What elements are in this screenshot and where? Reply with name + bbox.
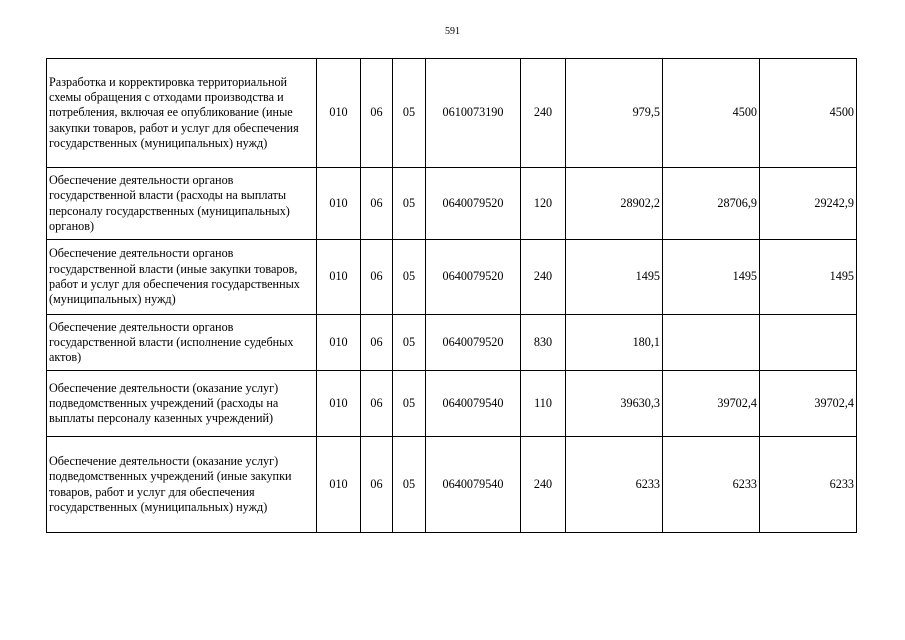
subsection-code: 05 [393, 371, 426, 437]
subsection-code: 05 [393, 437, 426, 533]
subsection-code: 05 [393, 168, 426, 240]
amount-year-2: 4500 [663, 59, 760, 168]
section-code: 06 [361, 437, 393, 533]
ved-code: 010 [317, 437, 361, 533]
amount-year-1: 1495 [566, 240, 663, 315]
table-row [47, 59, 857, 168]
table-row [47, 315, 857, 371]
ved-code: 010 [317, 371, 361, 437]
target-article-code: 0640079540 [426, 437, 521, 533]
table-row [47, 168, 857, 240]
ved-code: 010 [317, 168, 361, 240]
row-description: Обеспечение деятельности органов государственной власти (расходы на выплаты персоналу государственных (муниципальных) органов) [47, 168, 317, 240]
amount-year-1: 6233 [566, 437, 663, 533]
target-article-code: 0610073190 [426, 59, 521, 168]
table-row [47, 371, 857, 437]
amount-year-1: 979,5 [566, 59, 663, 168]
amount-year-1: 180,1 [566, 315, 663, 371]
subsection-code: 05 [393, 315, 426, 371]
subsection-code: 05 [393, 59, 426, 168]
amount-year-2: 1495 [663, 240, 760, 315]
amount-year-2 [663, 315, 760, 371]
amount-year-3: 6233 [760, 437, 857, 533]
target-article-code: 0640079520 [426, 240, 521, 315]
row-description: Обеспечение деятельности органов государственной власти (иные закупки товаров, работ и услуг для обеспечения государственных (муниципальных) нужд) [47, 240, 317, 315]
subsection-code: 05 [393, 240, 426, 315]
expense-type-code: 240 [521, 240, 566, 315]
page-number: 591 [445, 26, 460, 37]
row-description: Обеспечение деятельности органов государственной власти (исполнение судебных актов) [47, 315, 317, 371]
amount-year-3: 29242,9 [760, 168, 857, 240]
expense-type-code: 240 [521, 59, 566, 168]
amount-year-3 [760, 315, 857, 371]
amount-year-3: 4500 [760, 59, 857, 168]
section-code: 06 [361, 371, 393, 437]
amount-year-2: 39702,4 [663, 371, 760, 437]
target-article-code: 0640079520 [426, 168, 521, 240]
ved-code: 010 [317, 59, 361, 168]
amount-year-2: 28706,9 [663, 168, 760, 240]
row-description: Разработка и корректировка территориальной схемы обращения с отходами производства и потребления, включая ее опубликование (иные закупки товаров, работ и услуг для обеспечения государственных (муниципальных) нужд) [47, 59, 317, 168]
expense-type-code: 830 [521, 315, 566, 371]
table-row [47, 240, 857, 315]
amount-year-3: 1495 [760, 240, 857, 315]
table-row [47, 437, 857, 533]
amount-year-2: 6233 [663, 437, 760, 533]
section-code: 06 [361, 59, 393, 168]
budget-table [46, 58, 857, 533]
section-code: 06 [361, 315, 393, 371]
row-description: Обеспечение деятельности (оказание услуг) подведомственных учреждений (иные закупки товаров, работ и услуг для обеспечения государственных (муниципальных) нужд) [47, 437, 317, 533]
expense-type-code: 120 [521, 168, 566, 240]
section-code: 06 [361, 240, 393, 315]
amount-year-3: 39702,4 [760, 371, 857, 437]
target-article-code: 0640079540 [426, 371, 521, 437]
expense-type-code: 110 [521, 371, 566, 437]
ved-code: 010 [317, 315, 361, 371]
section-code: 06 [361, 168, 393, 240]
expense-type-code: 240 [521, 437, 566, 533]
row-description: Обеспечение деятельности (оказание услуг) подведомственных учреждений (расходы на выплаты персоналу казенных учреждений) [47, 371, 317, 437]
amount-year-1: 39630,3 [566, 371, 663, 437]
amount-year-1: 28902,2 [566, 168, 663, 240]
ved-code: 010 [317, 240, 361, 315]
target-article-code: 0640079520 [426, 315, 521, 371]
